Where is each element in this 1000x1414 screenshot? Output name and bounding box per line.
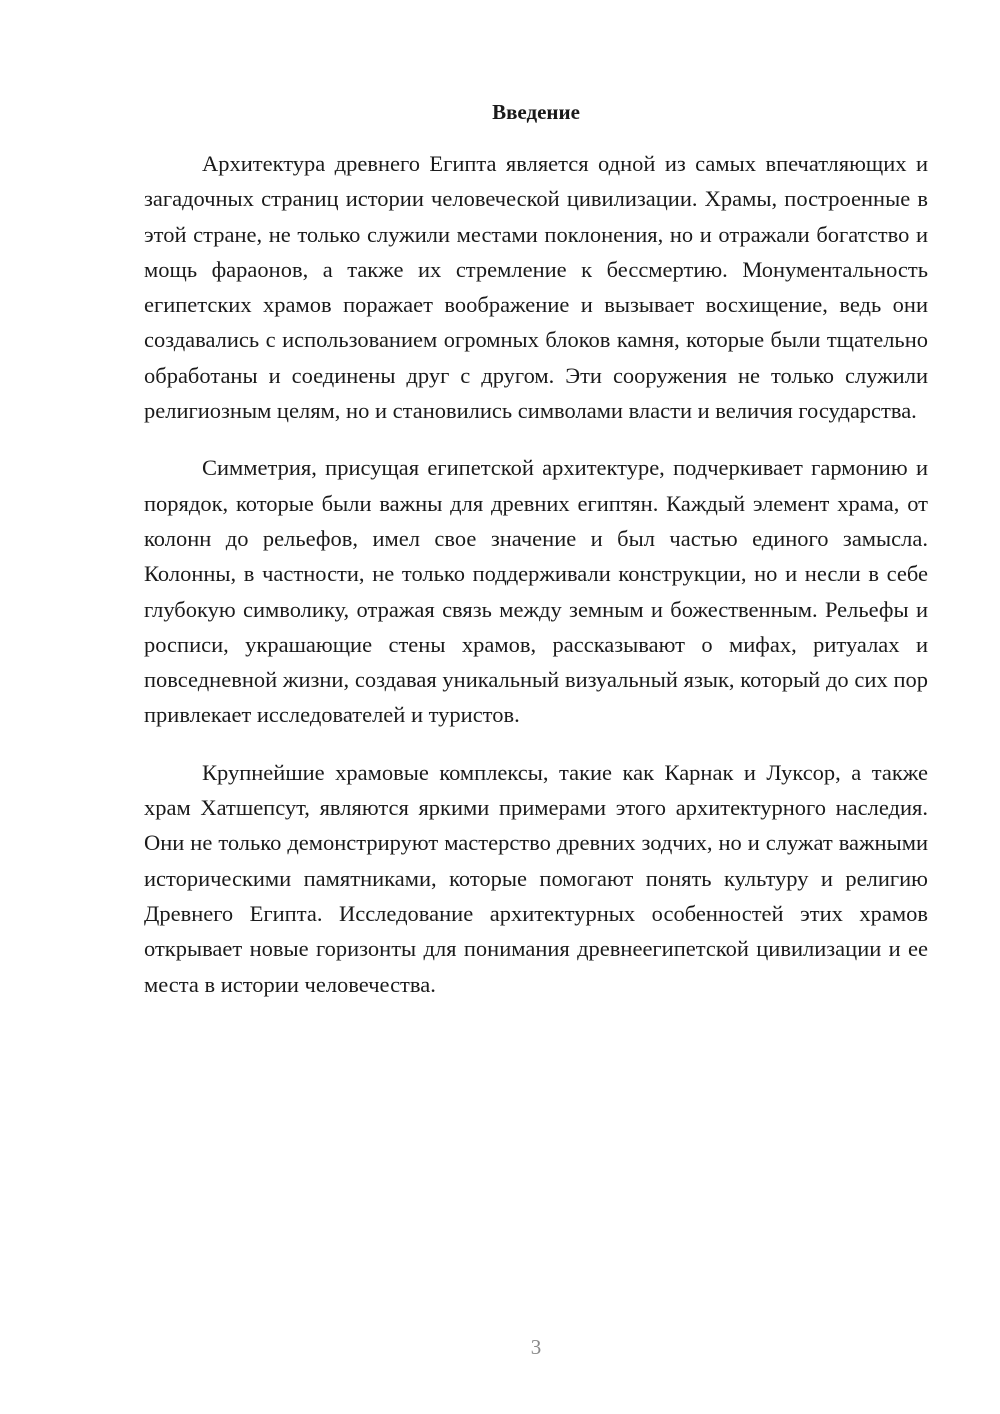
section-title: Введение (492, 100, 580, 124)
paragraph-2: Симметрия, присущая египетской архитектуре, подчеркивает гармонию и порядок, которые были важны для древних египтян. Каждый элемент храма, от колонн до рельефов, имел свое значение и был частью единого замысла. Колонны, в частности, не только поддерживали конструкции, но и несли в себе глубокую символику, отражая связь между земным и божественным. Рельефы и росписи, украшающие стены храмов, рассказывают о мифах, ритуалах и повседневной жизни, создавая уникальный визуальный язык, который до сих пор привлекает исследователей и туристов. (144, 455, 928, 728)
paragraph-1: Архитектура древнего Египта является одной из самых впечатляющих и загадочных страниц истории человеческой цивилизации. Храмы, построенные в этой стране, не только служили местами поклонения, но и отражали богатство и мощь фараонов, а также их стремление к бессмертию. Монументальность египетских храмов поражает воображение и вызывает восхищение, ведь они создавались с использованием огромных блоков камня, которые были тщательно обработаны и соединены друг с другом. Эти сооружения не только служили религиозным целям, но и становились символами власти и величия государства. (144, 151, 928, 424)
page-number: 3 (530, 1335, 542, 1359)
page-content (144, 98, 928, 1024)
paragraph-3: Крупнейшие храмовые комплексы, такие как Карнак и Луксор, а также храм Хатшепсут, являются яркими примерами этого архитектурного наследия. Они не только демонстрируют мастерство древних зодчих, но и служат важными историческими памятниками, которые помогают понять культуру и религию Древнего Египта. Исследование архитектурных особенностей этих храмов открывает новые горизонты для понимания древнеегипетской цивилизации и ее места в истории человечества. (144, 759, 928, 997)
